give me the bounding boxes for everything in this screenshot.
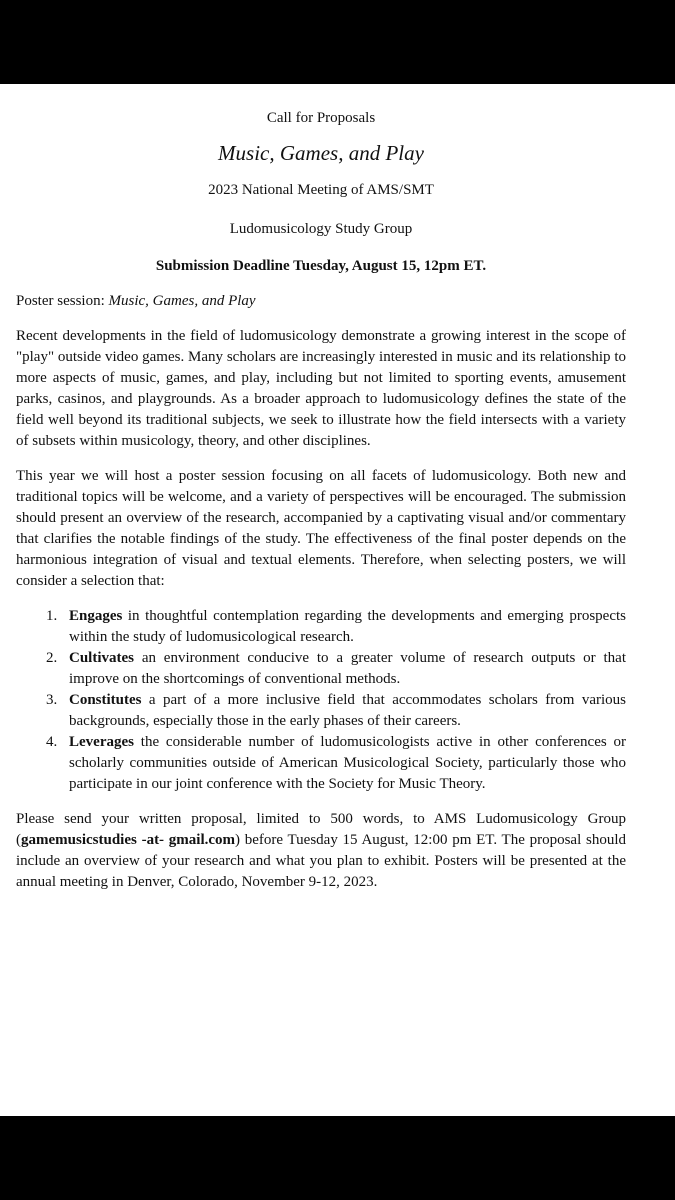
- criteria-keyword: Constitutes: [69, 692, 142, 708]
- study-group-name: Ludomusicology Study Group: [229, 221, 413, 237]
- criteria-keyword: Cultivates: [69, 650, 134, 666]
- criteria-text: the considerable number of ludomusicologists active in other conferences or scholarly communities outside of American Musicological Society, particularly those who participate in our joint conference with the Society for Music Theory.: [69, 734, 626, 792]
- closing-text-before: Please send your written proposal, limited to 500 words, to AMS Ludomusicology Group (: [16, 811, 626, 848]
- criteria-text: in thoughtful contemplation regarding the developments and emerging prospects within the study of ludomusicological research.: [69, 608, 626, 645]
- bottom-black-bar: [0, 1116, 675, 1200]
- document-content: [16, 110, 626, 907]
- closing-paragraph: [16, 809, 626, 893]
- criteria-item: [61, 648, 626, 690]
- criteria-text: a part of a more inclusive field that accommodates scholars from various backgrounds, especially those in the early phases of their careers.: [69, 692, 626, 729]
- submission-deadline: Submission Deadline Tuesday, August 15, 12pm ET.: [155, 258, 487, 274]
- poster-session-line: [16, 291, 626, 312]
- meeting-name: 2023 National Meeting of AMS/SMT: [208, 182, 434, 198]
- criteria-item: [61, 690, 626, 732]
- poster-session-title: Music, Games, and Play: [108, 293, 256, 309]
- call-heading: Call for Proposals: [266, 110, 376, 126]
- criteria-keyword: Engages: [69, 608, 123, 624]
- contact-email: gamemusicstudies -at- gmail.com: [21, 832, 236, 848]
- criteria-item: [61, 606, 626, 648]
- intro-paragraph: Recent developments in the field of ludomusicology demonstrate a growing interest in the scope of "play" outside video games. Many scholars are increasingly interested in music and its relationship to more aspects of music, games, and play, including but not limited to sporting events, amusement parks, casinos, and playgrounds. As a broader approach to ludomusicology defines the state of the field well beyond its traditional subjects, we seek to illustrate how the field intersects with a variety of subsets within musicology, theory, and other disciplines.: [16, 328, 626, 449]
- session-paragraph: This year we will host a poster session focusing on all facets of ludomusicology. Both new and traditional topics will be welcome, and a variety of perspectives will be encouraged. The submission should present an overview of the research, accompanied by a captivating visual and/or commentary that clarifies the notable findings of the study. The effectiveness of the final poster depends on the harmonious integration of visual and textual elements. Therefore, when selecting posters, we will consider a selection that:: [16, 468, 626, 589]
- criteria-item: [61, 732, 626, 795]
- closing-text-after: ) before Tuesday 15 August, 12:00 pm ET. The proposal should include an overview of your research and what you plan to exhibit. Posters will be presented at the annual meeting in Denver, Colorado, November 9-12, 2023.: [16, 832, 626, 890]
- criteria-text: an environment conducive to a greater volume of research outputs or that improve on the shortcomings of conventional methods.: [69, 650, 626, 687]
- document-title: Music, Games, and Play: [218, 141, 424, 165]
- criteria-list: [16, 606, 626, 795]
- criteria-keyword: Leverages: [69, 734, 134, 750]
- top-black-bar: [0, 0, 675, 84]
- poster-session-label: Poster session:: [16, 293, 109, 309]
